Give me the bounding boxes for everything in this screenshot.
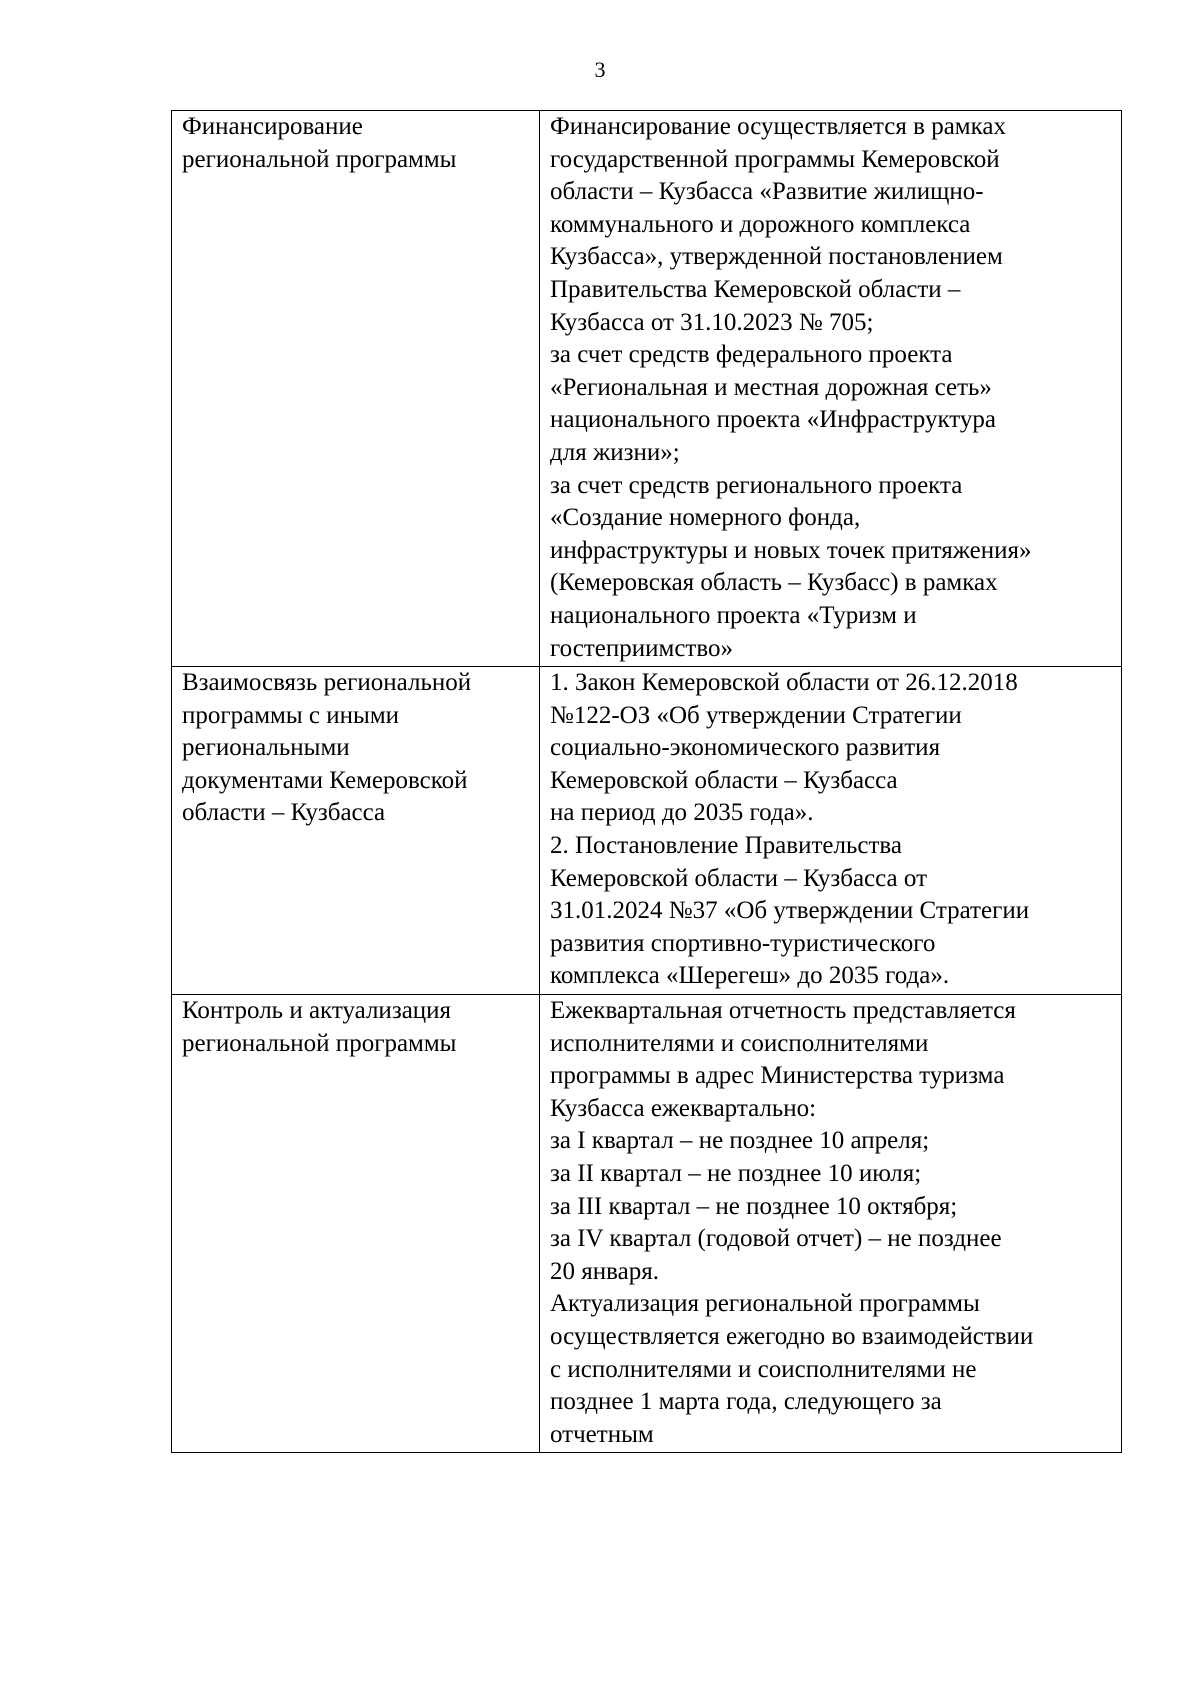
value-line: осуществляется ежегодно во взаимодействии <box>550 1322 1034 1350</box>
row-value-cell <box>540 995 1122 1453</box>
value-line: государственной программы Кемеровской <box>550 145 1000 173</box>
value-line: гостеприимство» <box>550 634 733 662</box>
value-line: Кузбасса от 31.10.2023 № 705; <box>550 308 874 336</box>
label-line: Финансирование <box>182 113 363 140</box>
row-label-cell <box>172 995 540 1453</box>
value-line: коммунального и дорожного комплекса <box>550 210 971 238</box>
label-line: региональными <box>182 734 350 762</box>
row-value-cell <box>540 667 1122 995</box>
value-line: Ежеквартальная отчетность представляется <box>550 997 1016 1025</box>
passport-table <box>171 110 1122 1453</box>
value-line: области – Кузбасса «Развитие жилищно- <box>550 178 984 206</box>
table-row-financing <box>172 111 1122 667</box>
row-label-cell <box>172 111 540 667</box>
value-line: национального проекта «Инфраструктура <box>550 406 996 434</box>
value-line: 1. Закон Кемеровской области от 26.12.2018 <box>550 669 1018 697</box>
value-line: Кузбасса ежеквартально: <box>550 1094 817 1122</box>
label-line: программы с иными <box>182 701 400 729</box>
value-line: за счет средств федерального проекта <box>550 341 953 369</box>
label-line: региональной программы <box>182 1029 457 1057</box>
table-row-control <box>172 995 1122 1453</box>
page-number: 3 <box>594 57 606 82</box>
label-line: документами Кемеровской <box>182 766 468 794</box>
label-line: региональной программы <box>182 145 457 173</box>
value-line: Кемеровской области – Кузбасса от <box>550 864 927 892</box>
value-line: программы в адрес Министерства туризма <box>550 1062 1005 1090</box>
value-line: комплекса «Шерегеш» до 2035 года». <box>550 962 950 990</box>
value-line: «Региональная и местная дорожная сеть» <box>550 373 992 401</box>
value-line: 2. Постановление Правительства <box>550 832 902 860</box>
label-line: области – Кузбасса <box>182 799 386 827</box>
value-line: за II квартал – не позднее 10 июля; <box>550 1160 922 1187</box>
value-line: для жизни»; <box>550 438 680 466</box>
row-value-cell <box>540 111 1122 667</box>
value-line: на период до 2035 года». <box>550 799 814 827</box>
value-line: 20 января. <box>550 1257 659 1285</box>
value-line: за I квартал – не позднее 10 апреля; <box>550 1127 930 1155</box>
value-line: отчетным <box>550 1420 654 1448</box>
value-line: исполнителями и соисполнителями <box>550 1029 929 1057</box>
value-line: за IV квартал (годовой отчет) – не позднее <box>550 1225 1002 1253</box>
value-line: с исполнителями и соисполнителями не <box>550 1355 977 1383</box>
table-row-interrelation <box>172 667 1122 995</box>
value-line: позднее 1 марта года, следующего за <box>550 1388 942 1416</box>
value-line: 31.01.2024 №37 «Об утверждении Стратегии <box>550 897 1030 925</box>
value-line: «Создание номерного фонда, <box>550 504 861 532</box>
value-line: социально-экономического развития <box>550 734 941 762</box>
label-line: Взаимосвязь региональной <box>182 669 472 697</box>
value-line: за счет средств регионального проекта <box>550 471 963 499</box>
value-line: Актуализация региональной программы <box>550 1290 980 1318</box>
value-line: Кузбасса», утвержденной постановлением <box>550 243 1003 271</box>
value-line: Финансирование осуществляется в рамках <box>550 113 1006 140</box>
value-line: Кемеровской области – Кузбасса <box>550 766 898 794</box>
label-line: Контроль и актуализация <box>182 997 452 1025</box>
value-line: №122-ОЗ «Об утверждении Стратегии <box>550 701 962 729</box>
value-line: национального проекта «Туризм и <box>550 601 917 629</box>
value-line: Правительства Кемеровской области – <box>550 275 961 303</box>
value-line: (Кемеровская область – Кузбасс) в рамках <box>550 569 998 597</box>
value-line: инфраструктуры и новых точек притяжения» <box>550 536 1032 564</box>
value-line: развития спортивно-туристического <box>550 929 936 957</box>
value-line: за III квартал – не позднее 10 октября; <box>550 1192 958 1220</box>
row-label-cell <box>172 667 540 995</box>
